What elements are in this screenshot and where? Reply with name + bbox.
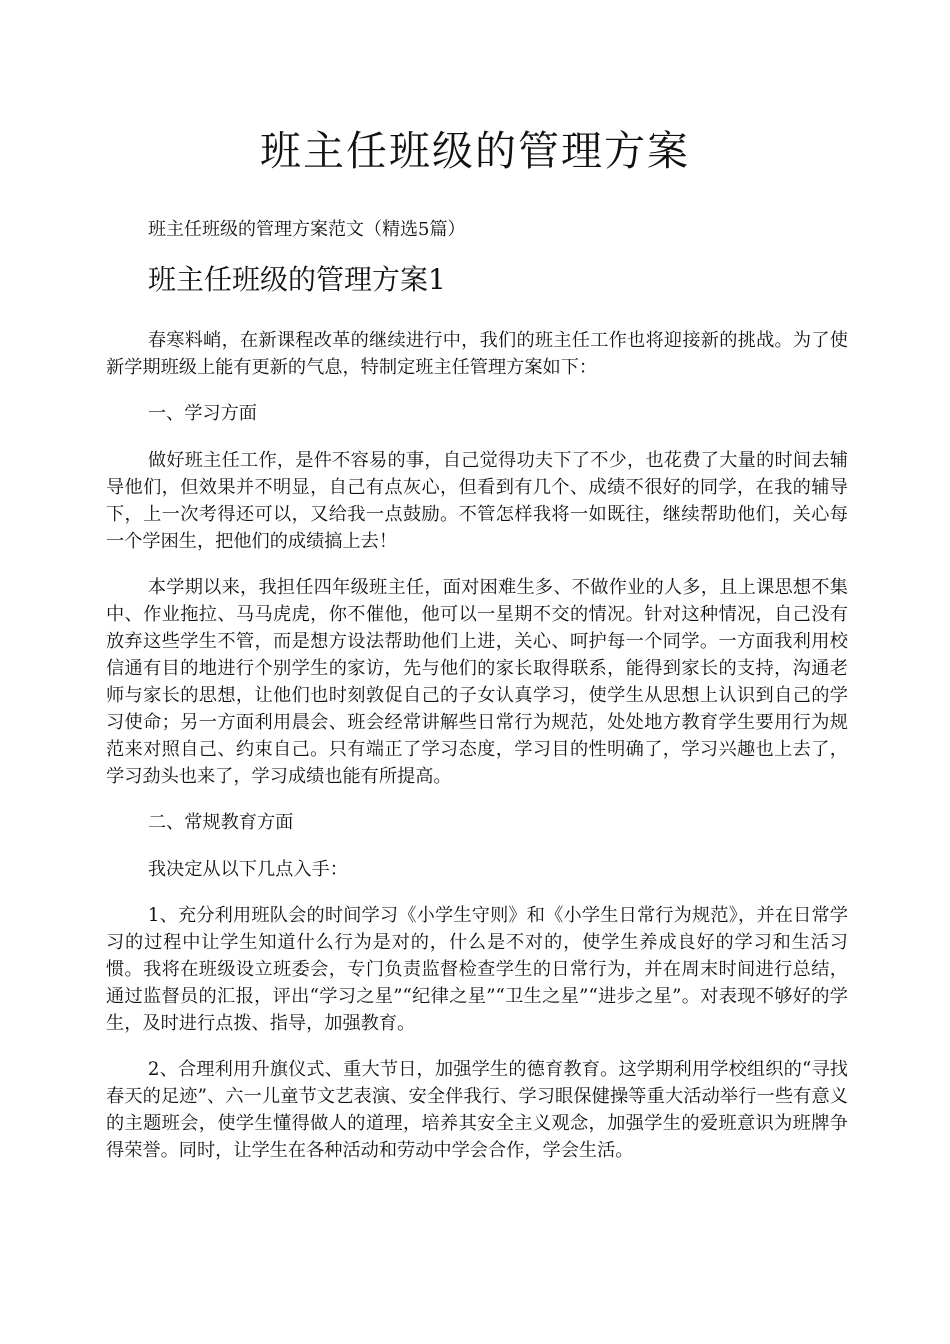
paragraph-intro: 春寒料峭，在新课程改革的继续进行中，我们的班主任工作也将迎接新的挑战。为了使新学期班级上能有更新的气息，特制定班主任管理方案如下： <box>106 330 848 378</box>
paragraph-routine-point-1: 1、充分利用班队会的时间学习《小学生守则》和《小学生日常行为规范》，并在日常学习的过程中让学生知道什么行为是对的，什么是不对的，使学生养成良好的学习和生活习惯。我将在班级设立班委会，专门负责监督检查学生的日常行为，并在周末时间进行总结，通过监督员的汇报，评出“学习之星”“纪律之星”“卫生之星”“进步之星”。对表现不够好的学生，及时进行点拨、指导，加强教育。 <box>106 905 848 1034</box>
paragraph-routine-point-2: 2、合理利用升旗仪式、重大节日，加强学生的德育教育。这学期利用学校组织的“寻找春天的足迹”、六一儿童节文艺表演、安全伴我行、学习眼保健操等重大活动举行一些有意义的主题班会，使学生懂得做人的道理，培养其安全主义观念，加强学生的爱班意识为班牌争得荣誉。同时，让学生在各种活动和劳动中学会合作，学会生活。 <box>106 1059 848 1161</box>
subheading-study: 一、学习方面 <box>147 403 257 424</box>
document-subtitle: 班主任班级的管理方案范文（精选5篇） <box>148 219 466 240</box>
paragraph-study-measures: 本学期以来，我担任四年级班主任，面对困难生多、不做作业的人多，且上课思想不集中、作业拖拉、马马虎虎，你不催他，他可以一星期不交的情况。针对这种情况，自己没有放弃这些学生不管，而是想方设法帮助他们上进，关心、呵护每一个同学。一方面我利用校信通有目的地进行个别学生的家访，先与他们的家长取得联系，能得到家长的支持，沟通老师与家长的思想，让他们也时刻敦促自己的子女认真学习，使学生从思想上认识到自己的学习使命；另一方面利用晨会、班会经常讲解些日常行为规范，处处地方教育学生要用行为规范来对照自己、约束自己。只有端正了学习态度，学习目的性明确了，学习兴趣也上去了，学习劲头也来了，学习成绩也能有所提高。 <box>106 577 848 787</box>
subheading-routine: 二、常规教育方面 <box>147 812 294 833</box>
document-body <box>106 327 848 1183</box>
paragraph-study-effort: 做好班主任工作，是件不容易的事，自己觉得功夫下了不少，也花费了大量的时间去辅导他们，但效果并不明显，自己有点灰心，但看到有几个、成绩不很好的同学，在我的辅导下，上一次考得还可以，又给我一点鼓励。不管怎样我将一如既往，继续帮助他们，关心每一个学困生，把他们的成绩搞上去！ <box>106 450 848 552</box>
paragraph-routine-intro: 我决定从以下几点入手： <box>147 859 348 880</box>
document-title: 班主任班级的管理方案 <box>260 127 690 175</box>
section-heading: 班主任班级的管理方案1 <box>148 263 446 296</box>
